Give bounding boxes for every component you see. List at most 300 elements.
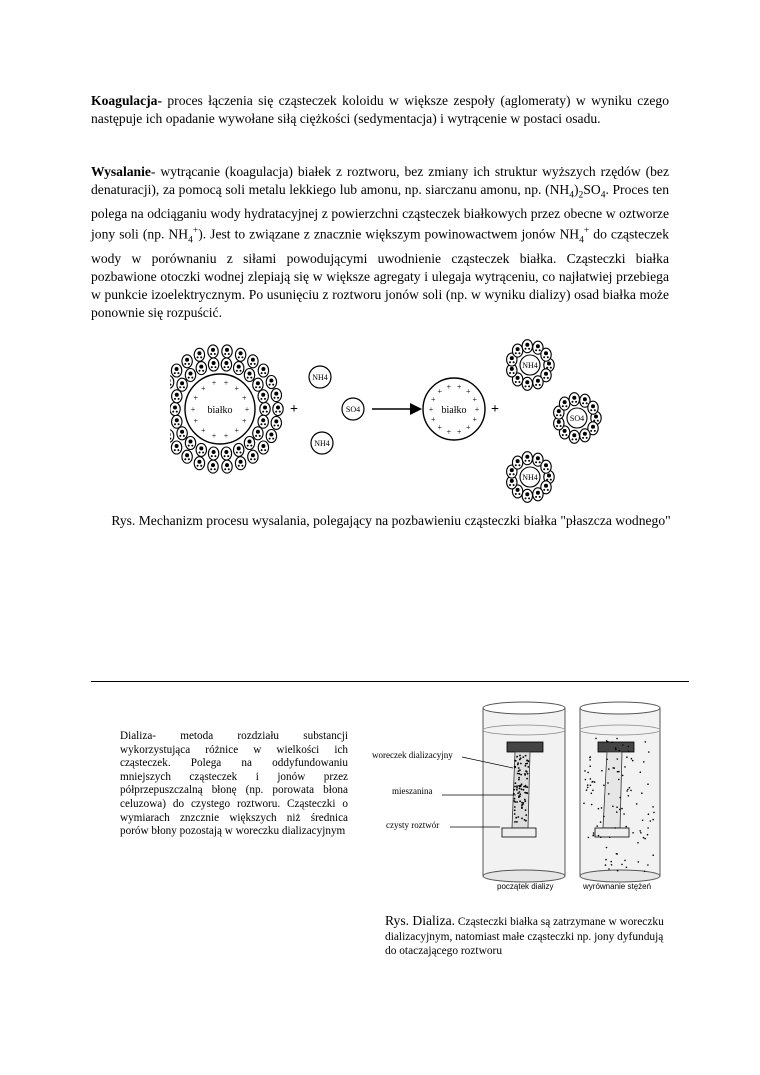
wysalanie-text: - wytrącanie (koagulacja) białek z roztworu, bez zmiany ich struktur wyższych rzędów (bez denaturacji), za pomocą soli metalu lekkiego lub amonu, np. siarczanu amonu, np. (NH <box>91 164 669 197</box>
particle <box>519 800 521 802</box>
wysalanie-term: Wysalanie <box>91 164 151 179</box>
particle <box>525 770 527 772</box>
water-molecule <box>244 369 254 382</box>
particle <box>514 809 516 811</box>
wysalanie-text: do cząsteczek wody w porównaniu z siłami powodującymi uwodnienie cząsteczek białka. Cząsteczki białka pozbawione otoczki wodnej zlepiają się w większe agregaty i ulegaja wytrąceniu, co najłatwiej przebiega w punkcie izoelektrycznym. Po usunięciu z roztworu jonów soli (np. w wyniku dializy) osad białka może ponownie się rozpuścić. <box>91 226 670 320</box>
water-molecule <box>235 457 245 470</box>
particle <box>627 789 629 791</box>
water-molecule <box>196 362 206 375</box>
particle <box>586 789 588 791</box>
water-molecule <box>541 348 551 361</box>
water-molecule <box>569 430 579 443</box>
water-molecule <box>182 355 192 368</box>
subscript: 2 <box>578 190 584 201</box>
plus-sign: + <box>290 402 298 417</box>
label-end: wyrównanie stężeń <box>583 882 652 891</box>
water-molecule <box>194 348 204 361</box>
subscript: 4 <box>188 235 193 246</box>
figure2-caption-title: Rys. Dializa. <box>385 913 456 928</box>
particle <box>632 832 634 834</box>
water-molecule <box>235 348 245 361</box>
particle <box>513 793 515 795</box>
particle <box>601 807 603 809</box>
particle <box>516 787 518 789</box>
particle <box>526 778 528 780</box>
particle <box>619 750 621 752</box>
particle <box>520 763 522 765</box>
particle <box>643 761 645 763</box>
water-molecule <box>177 427 187 440</box>
water-molecule <box>253 427 263 440</box>
koagulacja-text: proces łączenia się cząsteczek koloidu w większe zespoły (aglomeraty) w wyniku czego następuje ich opadanie wywołane siłą ciężkości (sedymentacja) i wytrącenie w postaci osadu. <box>91 93 669 126</box>
protein-label-hydrated: białko <box>207 405 233 416</box>
particle <box>518 773 520 775</box>
particle <box>513 789 515 791</box>
water-molecule <box>533 488 543 501</box>
water-molecule <box>248 450 258 463</box>
particle <box>598 808 600 810</box>
particle <box>652 806 654 808</box>
particle <box>640 832 642 834</box>
particle <box>514 798 516 800</box>
water-molecule <box>569 393 579 406</box>
wysalanie-text: SO <box>583 181 601 197</box>
nh4-ion <box>311 432 333 454</box>
particle <box>587 772 589 774</box>
particle <box>594 781 596 783</box>
cylinder-start <box>483 702 565 882</box>
charge-mark: + <box>456 427 462 437</box>
particle <box>589 765 591 767</box>
particle <box>584 770 586 772</box>
particle <box>647 834 649 836</box>
water-molecule <box>208 460 218 473</box>
charge-mark: + <box>431 415 436 424</box>
particle <box>647 827 649 829</box>
charge-mark: + <box>242 416 247 426</box>
particle <box>526 792 528 794</box>
water-molecule <box>185 369 195 382</box>
particle <box>605 859 607 861</box>
water-molecule <box>221 447 231 460</box>
water-molecule <box>271 389 281 402</box>
particle <box>631 758 633 760</box>
particle <box>616 811 618 813</box>
so4-ion <box>342 398 364 420</box>
particle <box>619 797 621 799</box>
water-molecule <box>266 430 276 443</box>
charge-mark: + <box>193 416 198 426</box>
particle <box>517 764 519 766</box>
water-molecule <box>512 456 522 469</box>
particle <box>638 861 640 863</box>
particle <box>640 771 642 773</box>
water-molecule <box>258 364 268 377</box>
particle <box>519 793 521 795</box>
particle <box>518 777 520 779</box>
particle <box>519 795 521 797</box>
particle <box>636 803 638 805</box>
particle <box>645 741 647 743</box>
water-molecule <box>248 355 258 368</box>
particle <box>614 827 616 829</box>
ion-label: NH4 <box>522 361 538 370</box>
charge-mark: + <box>223 431 229 441</box>
particle <box>521 818 523 820</box>
particle <box>608 793 610 795</box>
water-molecule <box>522 489 532 502</box>
particle <box>603 785 605 787</box>
particle <box>517 792 519 794</box>
water-molecule <box>208 447 218 460</box>
subscript: 4 <box>569 190 574 201</box>
particle <box>616 806 618 808</box>
water-molecule <box>580 429 590 442</box>
plus-sign: + <box>491 402 499 417</box>
particle <box>590 785 592 787</box>
particle <box>621 808 623 810</box>
wysalanie-paragraph <box>91 163 669 321</box>
water-molecule <box>258 390 268 403</box>
particle <box>616 738 618 740</box>
particle <box>617 758 619 760</box>
water-molecule <box>522 340 532 353</box>
particle <box>522 756 524 758</box>
water-molecule <box>171 441 181 454</box>
particle <box>609 836 611 838</box>
particle <box>528 760 530 762</box>
particle <box>524 799 526 801</box>
particle <box>615 747 617 749</box>
particle <box>628 795 630 797</box>
particle <box>592 790 594 792</box>
particle <box>521 804 523 806</box>
water-molecule <box>271 416 281 429</box>
particle <box>519 759 521 761</box>
particle <box>606 847 608 849</box>
koagulacja-term: Koagulacja- <box>91 93 162 108</box>
particle <box>514 813 516 815</box>
charge-mark: + <box>190 405 196 414</box>
charge-mark: + <box>244 405 250 414</box>
charge-mark: + <box>428 405 434 414</box>
particle <box>514 786 516 788</box>
wysalanie-text: . Proces ten polega na odciąganiu wody hydratacyjnej z powierzchni cząsteczek białkowych przez obecne w oztworze jony soli (np. NH <box>91 181 669 242</box>
particle <box>628 751 630 753</box>
particle <box>526 763 528 765</box>
water-molecule <box>194 457 204 470</box>
ion-label: SO4 <box>345 405 361 414</box>
particle <box>517 773 519 775</box>
particle <box>616 853 618 855</box>
water-molecule <box>244 437 254 450</box>
particle <box>624 766 626 768</box>
particle <box>589 759 591 761</box>
charge-mark: + <box>431 395 436 404</box>
particle <box>595 738 597 740</box>
water-molecule <box>222 345 232 358</box>
particle <box>523 786 525 788</box>
particle <box>526 786 528 788</box>
ion-label: NH4 <box>314 439 330 448</box>
water-molecule <box>234 362 244 375</box>
charge-mark: + <box>472 395 477 404</box>
particle <box>514 766 516 768</box>
dializa-paragraph: Dializa- metoda rozdziału substancji wykorzystująca różnice w wielkości ich cząsteczek. Polega na oddyfundowaniu mniejszych cząsteczek i jonów przez półprzepuszczalną błonę (np. porowata błona celuzowa) do czystego roztworu. Cząsteczki o wymiarach znzcznie większych niż średnica porów błony pozostają w woreczku dializacyjnym <box>120 730 348 838</box>
particle <box>608 868 610 870</box>
particle <box>521 806 523 808</box>
superscript: + <box>583 226 590 237</box>
particle <box>527 773 529 775</box>
particle <box>612 806 614 808</box>
water-molecule <box>522 377 532 390</box>
particle <box>515 817 517 819</box>
charge-mark: + <box>211 378 217 388</box>
particle <box>585 779 587 781</box>
charge-mark: + <box>437 387 442 396</box>
particle <box>521 788 523 790</box>
label-mixture: mieszanina <box>392 786 433 796</box>
water-molecule <box>234 443 244 456</box>
particle <box>593 834 595 836</box>
reaction-arrow <box>372 403 422 415</box>
charge-mark: + <box>200 426 206 436</box>
particle <box>527 766 529 768</box>
label-bag: woreczek dializacyjny <box>372 750 453 760</box>
water-molecule <box>208 345 218 358</box>
charge-mark: + <box>446 382 452 392</box>
particle <box>624 860 626 862</box>
water-molecule <box>208 358 218 371</box>
water-molecule <box>266 376 276 389</box>
particle <box>587 787 589 789</box>
particle <box>525 755 527 757</box>
superscript: + <box>192 226 199 237</box>
particle <box>514 821 516 823</box>
particle <box>611 864 613 866</box>
particle <box>598 835 600 837</box>
particle <box>596 825 598 827</box>
particle <box>642 820 644 822</box>
salting-out-diagram <box>170 335 610 505</box>
particle <box>626 790 628 792</box>
particle <box>617 771 619 773</box>
charge-mark: + <box>474 405 480 414</box>
particle <box>518 767 520 769</box>
particle <box>617 870 619 872</box>
particle <box>524 800 526 802</box>
particle <box>520 774 522 776</box>
particle <box>622 775 624 777</box>
particle <box>606 759 608 761</box>
charge-mark: + <box>472 415 477 424</box>
particle <box>516 785 518 787</box>
particle <box>611 742 613 744</box>
water-molecule <box>260 403 270 416</box>
particle <box>653 812 655 814</box>
water-molecule <box>182 450 192 463</box>
ion-label: NH4 <box>522 473 538 482</box>
particle <box>652 819 654 821</box>
particle <box>518 779 520 781</box>
particle <box>643 837 645 839</box>
water-molecule <box>196 443 206 456</box>
particle <box>629 787 631 789</box>
particle <box>523 789 525 791</box>
charge-mark: + <box>234 426 240 436</box>
particle <box>622 744 624 746</box>
label-start: początek dializy <box>497 882 554 891</box>
particle <box>607 782 609 784</box>
nh4-ion <box>309 366 331 388</box>
ion-label: SO4 <box>569 414 585 423</box>
particle <box>625 826 627 828</box>
cylinder-end <box>580 702 660 882</box>
water-molecule <box>541 460 551 473</box>
particle <box>630 790 632 792</box>
particle <box>518 770 520 772</box>
particle <box>637 842 639 844</box>
charge-mark: + <box>437 423 442 432</box>
particle <box>613 767 615 769</box>
particle <box>626 756 628 758</box>
water-molecule <box>522 452 532 465</box>
particle <box>591 793 593 795</box>
particle <box>600 821 602 823</box>
particle <box>588 837 590 839</box>
particle <box>590 778 592 780</box>
water-molecule <box>170 376 174 389</box>
particle <box>639 830 641 832</box>
particle <box>600 836 602 838</box>
particle <box>632 760 634 762</box>
particle <box>516 821 518 823</box>
water-molecule <box>258 415 268 428</box>
dialysis-diagram <box>370 700 680 900</box>
particle <box>514 806 516 808</box>
particle <box>525 765 527 767</box>
charge-mark: + <box>466 387 471 396</box>
charge-mark: + <box>223 378 229 388</box>
particle <box>526 760 528 762</box>
particle <box>587 784 589 786</box>
particle <box>607 741 609 743</box>
particle <box>519 791 521 793</box>
water-molecule <box>588 401 598 414</box>
subscript: 4 <box>600 190 606 201</box>
particle <box>525 814 527 816</box>
water-molecule <box>253 378 263 391</box>
particle <box>516 789 518 791</box>
particle <box>628 746 630 748</box>
water-molecule <box>170 430 174 443</box>
particle <box>619 809 621 811</box>
water-molecule <box>222 460 232 473</box>
particle <box>593 832 595 834</box>
water-molecule <box>171 364 181 377</box>
particle <box>517 816 519 818</box>
particle <box>519 788 521 790</box>
particle <box>589 757 591 759</box>
particle <box>516 756 518 758</box>
particle <box>515 760 517 762</box>
particle <box>591 781 593 783</box>
koagulacja-paragraph <box>91 92 669 128</box>
particle <box>524 773 526 775</box>
ion-label: NH4 <box>312 373 328 382</box>
particle <box>641 792 643 794</box>
particle <box>648 813 650 815</box>
particle <box>652 854 654 856</box>
water-molecule <box>559 397 569 410</box>
charge-mark: + <box>456 382 462 392</box>
particle <box>605 864 607 866</box>
particle <box>601 770 603 772</box>
water-molecule <box>221 358 231 371</box>
particle <box>591 804 593 806</box>
wysalanie-text: ). Jest to związane z znacznie większym powinowactwem jonów NH <box>198 226 580 242</box>
water-molecule <box>170 403 180 416</box>
particle <box>647 783 649 785</box>
section-divider <box>91 681 689 682</box>
particle <box>516 801 518 803</box>
particle <box>583 803 585 805</box>
particle <box>615 749 617 751</box>
label-clean-solution: czysty roztwór <box>386 820 440 830</box>
particle <box>618 779 620 781</box>
water-molecule <box>273 403 283 416</box>
particle <box>644 871 646 873</box>
water-molecule <box>258 441 268 454</box>
particle <box>623 813 625 815</box>
figure1-caption: Rys. Mechanizm procesu wysalania, polegający na pozbawieniu cząsteczki białka "płaszcza wodnego" <box>111 513 671 528</box>
particle <box>603 816 605 818</box>
charge-mark: + <box>446 427 452 437</box>
water-molecule <box>533 376 543 389</box>
charge-mark: + <box>200 383 206 393</box>
particle <box>524 819 526 821</box>
particle <box>525 809 527 811</box>
particle <box>514 801 516 803</box>
water-molecule <box>172 390 182 403</box>
particle <box>618 771 620 773</box>
subscript: 4 <box>579 235 584 246</box>
particle <box>621 864 623 866</box>
water-molecule <box>185 437 195 450</box>
particle <box>647 864 649 866</box>
charge-mark: + <box>211 431 217 441</box>
protein-label-bare: białko <box>441 405 467 416</box>
particle <box>650 820 652 822</box>
wysalanie-text: ) <box>574 181 579 197</box>
particle <box>608 768 610 770</box>
figure2-caption <box>385 914 675 959</box>
figure2-caption-text: Cząsteczki białka są zatrzymane w woreczku dializacyjnym, natomiast małe cząsteczki np. jony dyfundują do otaczającego roztworu <box>385 916 664 957</box>
water-molecule <box>512 344 522 357</box>
charge-mark: + <box>234 383 240 393</box>
particle <box>626 867 628 869</box>
particle <box>610 861 612 863</box>
charge-mark: + <box>466 423 471 432</box>
particle <box>515 782 517 784</box>
charge-mark: + <box>242 393 247 403</box>
particle <box>519 755 521 757</box>
water-molecule <box>177 378 187 391</box>
charge-mark: + <box>193 393 198 403</box>
particle <box>644 838 646 840</box>
particle <box>518 785 520 787</box>
particle <box>648 751 650 753</box>
